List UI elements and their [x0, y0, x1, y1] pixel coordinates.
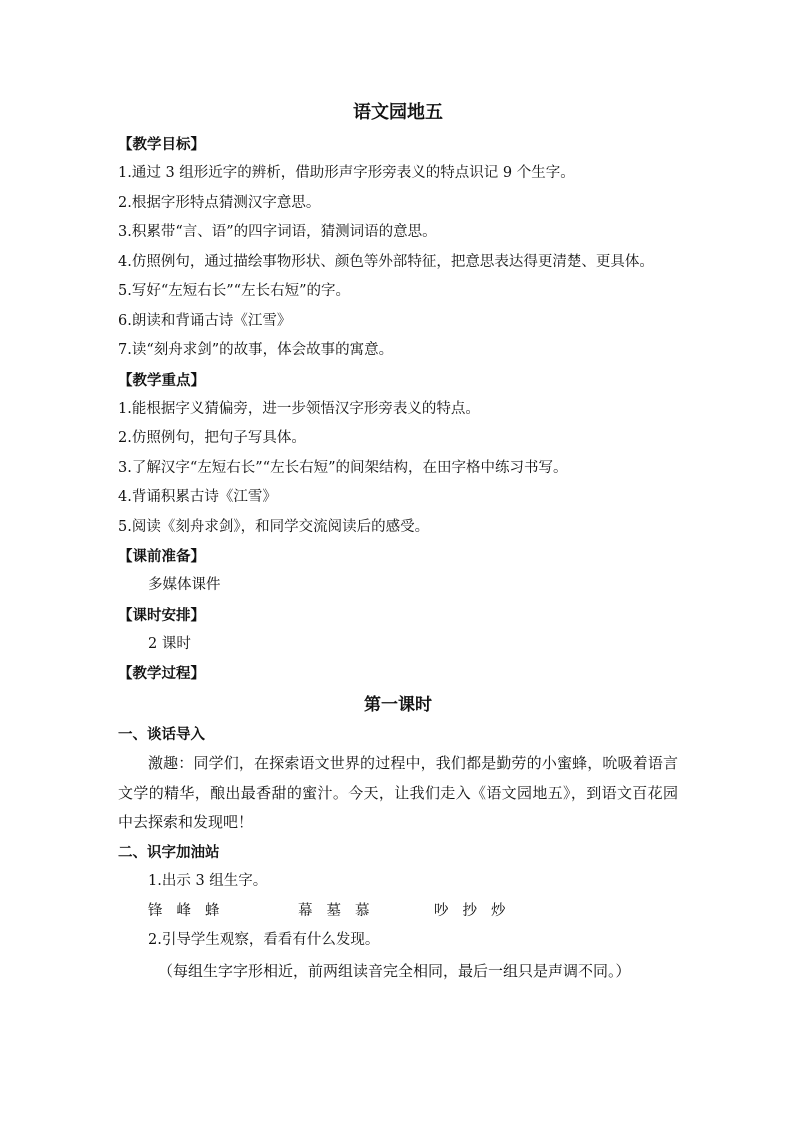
objectives-section	[118, 130, 678, 366]
document-page	[118, 100, 678, 986]
objective-item: 6.朗读和背诵古诗《江雪》	[118, 312, 292, 329]
document-title: 语文园地五	[353, 102, 443, 123]
char-group	[298, 896, 434, 926]
char-group	[148, 896, 298, 926]
objective-item: 3.积累带“言、语”的四字词语，猜测词语的意思。	[118, 224, 437, 240]
process-heading: 【教学过程】	[118, 665, 205, 682]
section2-step1: 1.出示 3 组生字。	[148, 872, 268, 889]
key-points-section	[118, 366, 678, 543]
char: 抄	[462, 903, 477, 919]
key-point-item: 1.能根据字义猜偏旁，进一步领悟汉字形旁表义的特点。	[118, 400, 480, 417]
char: 锋	[148, 903, 163, 919]
preparation-section	[118, 542, 678, 601]
objective-item: 7.读“刻舟求剑”的故事，体会故事的寓意。	[118, 342, 394, 358]
char: 幕	[298, 903, 313, 919]
key-point-item: 2.仿照例句，把句子写具体。	[118, 430, 306, 446]
char: 炒	[491, 903, 506, 919]
objectives-heading: 【教学目标】	[118, 136, 205, 153]
section1-paragraph: 激趣：同学们，在探索语文世界的过程中，我们都是勤劳的小蜜蜂，吮吸着语言文学的精华，酿出最香甜的蜜汁。今天，让我们走入《语文园地五》，到语文百花园中去探索和发现吧！	[118, 754, 678, 831]
preparation-content: 多媒体课件	[148, 577, 221, 593]
key-points-heading: 【教学重点】	[118, 371, 205, 389]
key-point-item: 4.背诵积累古诗《江雪》	[118, 489, 277, 505]
section1-heading: 一、谈话导入	[118, 726, 205, 743]
char: 蜂	[205, 903, 220, 919]
char: 峰	[176, 903, 191, 919]
char-group	[434, 896, 520, 926]
char-groups-row	[118, 896, 678, 926]
objective-item: 4.仿照例句，通过描绘事物形状、颜色等外部特征，把意思表达得更清楚、更具体。	[118, 253, 654, 270]
key-point-item: 5.阅读《刻舟求剑》，和同学交流阅读后的感受。	[118, 518, 430, 535]
objective-item: 5.写好“左短右长”“左长右短”的字。	[118, 283, 350, 299]
char: 墓	[326, 903, 341, 919]
section2-step2: 2.引导学生观察，看看有什么发现。	[148, 932, 380, 948]
char: 慕	[355, 903, 370, 919]
section2-note: （每组生字字形相近，前两组读音完全相同，最后一组只是声调不同。）	[158, 961, 631, 980]
objective-item: 2.根据字形特点猜测汉字意思。	[118, 194, 321, 211]
lesson-title: 第一课时	[364, 695, 432, 715]
process-section	[118, 659, 678, 986]
section2-heading: 二、识字加油站	[118, 843, 220, 861]
char: 吵	[434, 903, 449, 919]
schedule-content: 2 课时	[148, 635, 191, 652]
key-point-item: 3.了解汉字“左短右长”“左长右短”的间架结构，在田字格中练习书写。	[118, 459, 568, 476]
preparation-heading: 【课前准备】	[118, 548, 205, 565]
schedule-section	[118, 601, 678, 660]
schedule-heading: 【课时安排】	[118, 606, 205, 624]
objective-item: 1.通过 3 组形近字的辨析，借助形声字形旁表义的特点识记 9 个生字。	[118, 165, 575, 181]
